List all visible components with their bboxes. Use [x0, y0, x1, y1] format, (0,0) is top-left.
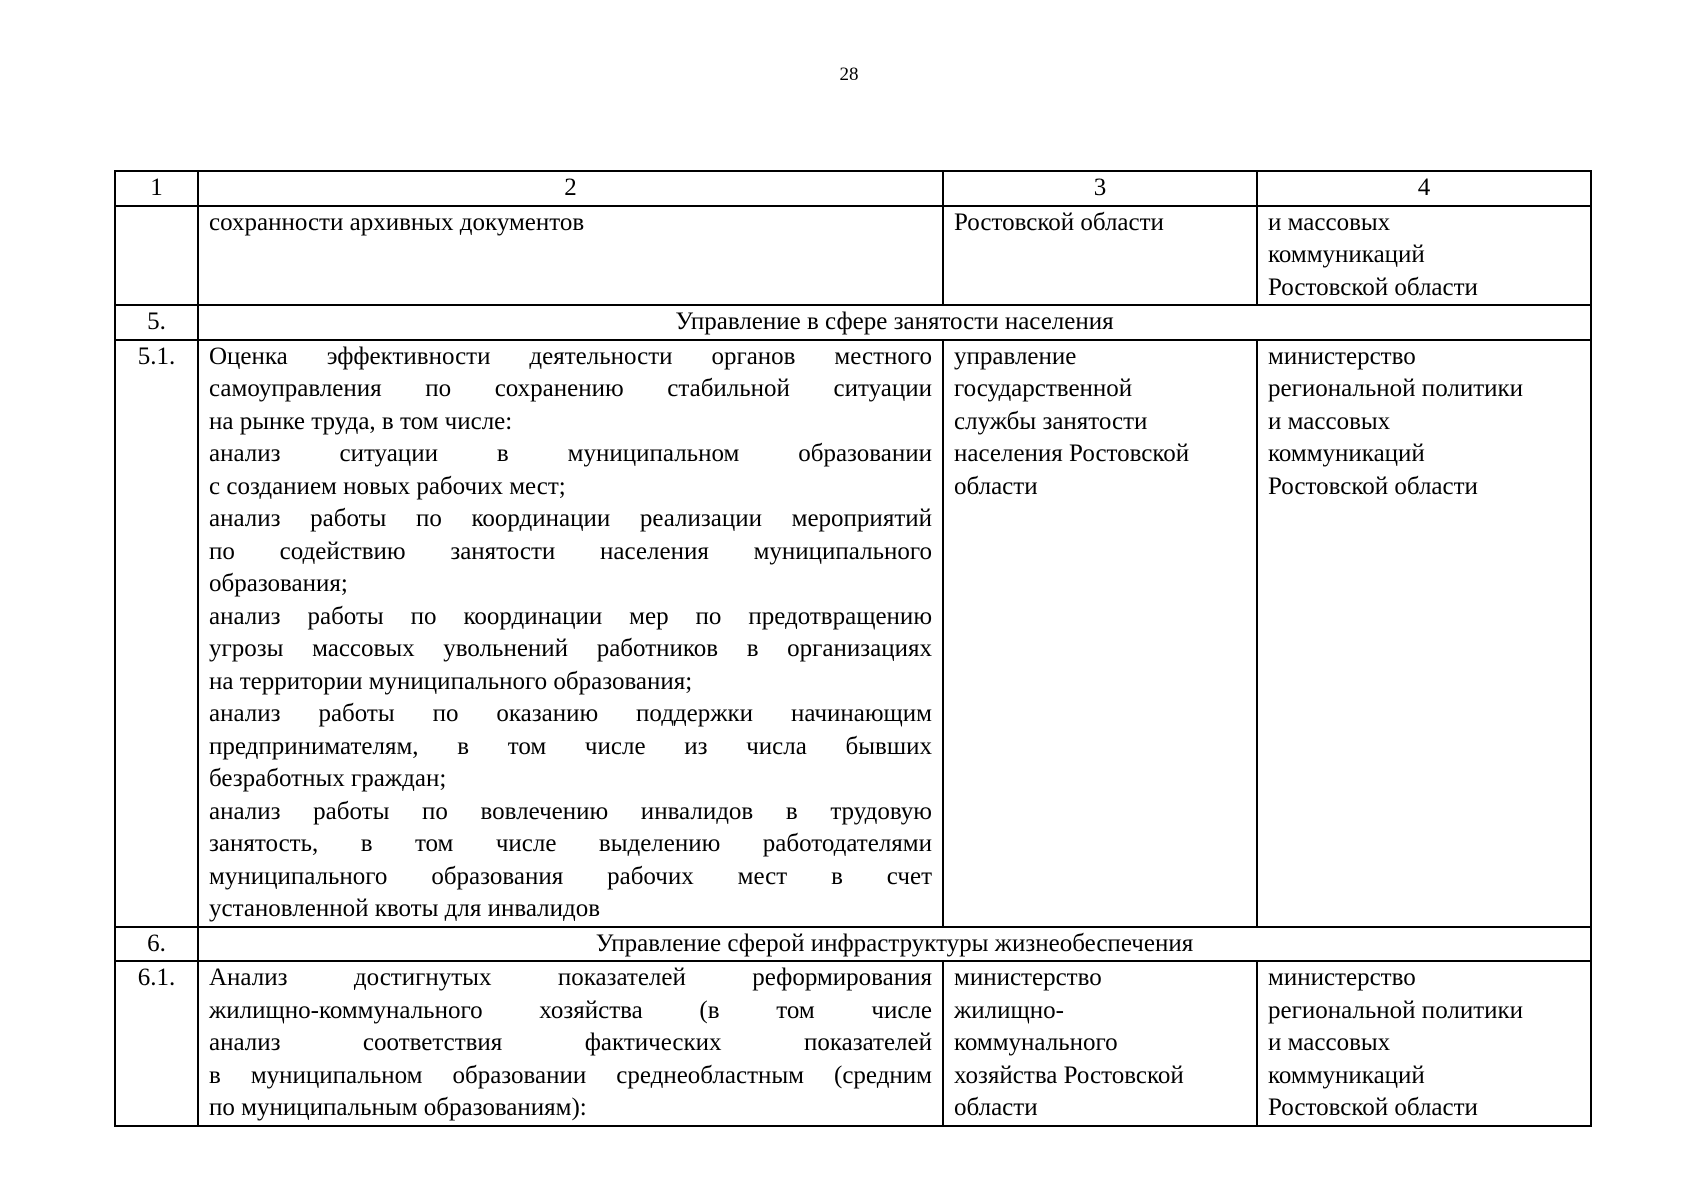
text-line: министерство [954, 964, 1102, 991]
text-line: Ростовской области [1268, 273, 1478, 301]
text-line: Ростовской области [1268, 1094, 1478, 1121]
text-line: региональной политики [1268, 996, 1524, 1024]
text-line: на рынке труда, в том числе: [209, 407, 513, 435]
section-number: 5. [115, 305, 198, 340]
cell-responsible [943, 340, 1257, 927]
text-line: в муниципальном образовании среднеобластным (средним [209, 1061, 932, 1089]
text-line: анализ ситуации в муниципальном образовании [209, 440, 932, 467]
text-line: по содействию занятости населения муниципального [209, 537, 932, 565]
text-line: хозяйства Ростовской [954, 1061, 1184, 1089]
text-line: и массовых [1268, 208, 1391, 236]
header-cell-2: 2 [198, 171, 943, 206]
text-line: по муниципальным образованиям): [209, 1094, 587, 1121]
text-line: предпринимателям, в том числе из числа бывших [209, 732, 932, 760]
cell-description [198, 961, 943, 1126]
cell-coordinator [1257, 340, 1591, 927]
text-line: службы занятости [954, 407, 1148, 435]
text-line: анализ работы по координации мер по предотвращению [209, 602, 932, 630]
row-number: 6.1. [115, 961, 198, 1126]
cell-responsible [943, 206, 1257, 306]
text-line: области [954, 1094, 1038, 1121]
table-row-continuation [115, 206, 1591, 306]
table-row-6-1 [115, 961, 1591, 1126]
text-line: министерство [1268, 964, 1416, 991]
text-line: анализ соответствия фактических показателей [209, 1029, 932, 1056]
text-line: угрозы массовых увольнений работников в организациях [209, 635, 932, 662]
cell-number [115, 206, 198, 306]
text-line: установленной квоты для инвалидов [209, 895, 601, 922]
text-line: и массовых [1268, 1029, 1391, 1056]
page-number: 28 [839, 64, 859, 85]
cell-coordinator [1257, 206, 1591, 306]
text-line: коммуникаций [1268, 440, 1425, 467]
text-line: анализ работы по оказанию поддержки начинающим [209, 700, 932, 727]
text-line: Анализ достигнутых показателей реформирования [209, 964, 932, 991]
cell-responsible [943, 961, 1257, 1126]
cell-description [198, 206, 943, 306]
text-line: министерство [1268, 342, 1416, 370]
text-line: муниципального образования рабочих мест в счет [209, 862, 932, 890]
text-line: жилищно- [954, 996, 1064, 1024]
text-line: с созданием новых рабочих мест; [209, 472, 566, 500]
section-row-5 [115, 305, 1591, 340]
header-cell-3: 3 [943, 171, 1257, 206]
text-line: области [954, 472, 1038, 500]
document-table [114, 170, 1592, 1127]
text-line: образования; [209, 570, 348, 597]
text-line: и массовых [1268, 407, 1391, 435]
section-number: 6. [115, 927, 198, 962]
section-title: Управление в сфере занятости населения [198, 305, 1591, 340]
text-line: населения Ростовской [954, 440, 1190, 467]
text-line: занятость, в том числе выделению работодателями [209, 830, 932, 857]
section-row-6 [115, 927, 1591, 962]
text-line: Ростовской области [1268, 472, 1478, 500]
text-line: коммуникаций [1268, 1061, 1425, 1089]
table-header-row [115, 171, 1591, 206]
cell-coordinator [1257, 961, 1591, 1126]
section-title: Управление сферой инфраструктуры жизнеобеспечения [198, 927, 1591, 962]
text-line: региональной политики [1268, 375, 1524, 402]
text-line: жилищно-коммунального хозяйства (в том числе [209, 996, 932, 1024]
text-line: управление [954, 342, 1077, 370]
text-line: на территории муниципального образования; [209, 667, 693, 695]
text-line: безработных граждан; [209, 765, 447, 792]
text-line: сохранности архивных документов [209, 208, 585, 236]
text-line: Оценка эффективности деятельности органов местного [209, 342, 932, 370]
text-line: самоуправления по сохранению стабильной ситуации [209, 375, 932, 402]
text-line: Ростовской области [954, 208, 1164, 236]
header-cell-1: 1 [115, 171, 198, 206]
cell-description [198, 340, 943, 927]
header-cell-4: 4 [1257, 171, 1591, 206]
row-number: 5.1. [115, 340, 198, 927]
text-line: анализ работы по координации реализации мероприятий [209, 505, 932, 532]
text-line: анализ работы по вовлечению инвалидов в трудовую [209, 797, 932, 825]
text-line: коммуникаций [1268, 241, 1425, 268]
table-row-5-1 [115, 340, 1591, 927]
text-line: коммунального [954, 1029, 1118, 1056]
text-line: государственной [954, 375, 1133, 402]
